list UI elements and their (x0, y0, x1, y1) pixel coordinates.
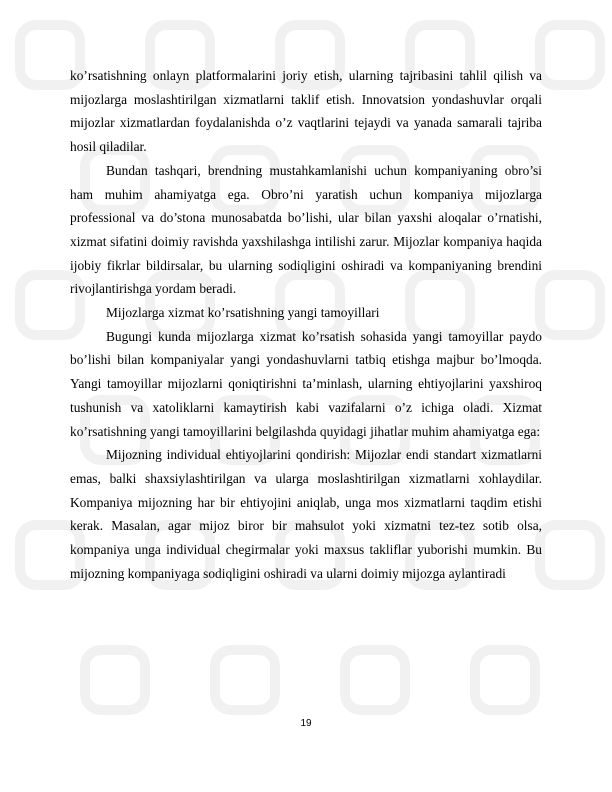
paragraph-3: Bugungi kunda mijozlarga xizmat ko’rsatish sohasida yangi tamoyillar paydo bo’lishi bilan kompaniyalar yangi yondashuvlarni tatbiq etishga majbur bo’lmoqda. Yangi tamoyillar mijozlarni qoniqtirishni ta’minlash, ularning ehtiyojlarini yaxshiroq tushunish va xatoliklarni kamaytirish kabi vazifalarni o’z ichiga oladi. Xizmat ko’rsatishning yangi tamoyillarini belgilashda quyidagi jihatlar muhim ahamiyatga ega: (70, 328, 542, 439)
paragraph-1: ko’rsatishning onlayn platformalarini joriy etish, ularning tajribasini tahlil qilish va mijozlarga moslashtirilgan xizmatlarni taklif etish. Innovatsion yondashuvlar orqali mijozlar xizmatlardan foydalanishda o’z vaqtlarini tejaydi va yanada samarali tajriba hosil qiladilar. (70, 68, 542, 155)
paragraph-2: Bundan tashqari, brendning mustahkamlanishi uchun kompaniyaning obro’si ham muhim ahamiyatga ega. Obro’ni yaratish uchun kompaniya mijozlarga professional va do’stona munosabatda bo’lishi, ular bilan yaxshi aloqalar o’rnatishi, xizmat sifatini doimiy ravishda yaxshilashga intilishi zarur. Mijozlar kompaniya haqida ijobiy fikrlar bildirsalar, bu ularning sodiqligini oshiradi va kompaniyaning brendini rivojlantirishga yordam beradi. (70, 162, 542, 297)
section-heading: Mijozlarga xizmat ko’rsatishning yangi tamoyillari (106, 305, 380, 321)
document-body (70, 64, 542, 585)
paragraph-4: Mijozning individual ehtiyojlarini qondirish: Mijozlar endi standart xizmatlarni emas, balki shaxsiylashtirilgan va ularga moslashtirilgan xizmatlarni xohlaydilar. Kompaniya mijozning har bir ehtiyojini aniqlab, unga mos xizmatlarni taqdim etishi kerak. Masalan, agar mijoz biror bir mahsulot yoki xizmatni tez-tez sotib olsa, kompaniya unga individual chegirmalar yoki maxsus takliflar yuborishi mumkin. Bu mijozning kompaniyaga sodiqligini oshiradi va ularni doimiy mijozga aylantiradi (70, 447, 542, 581)
page-number: 19 (300, 718, 312, 729)
